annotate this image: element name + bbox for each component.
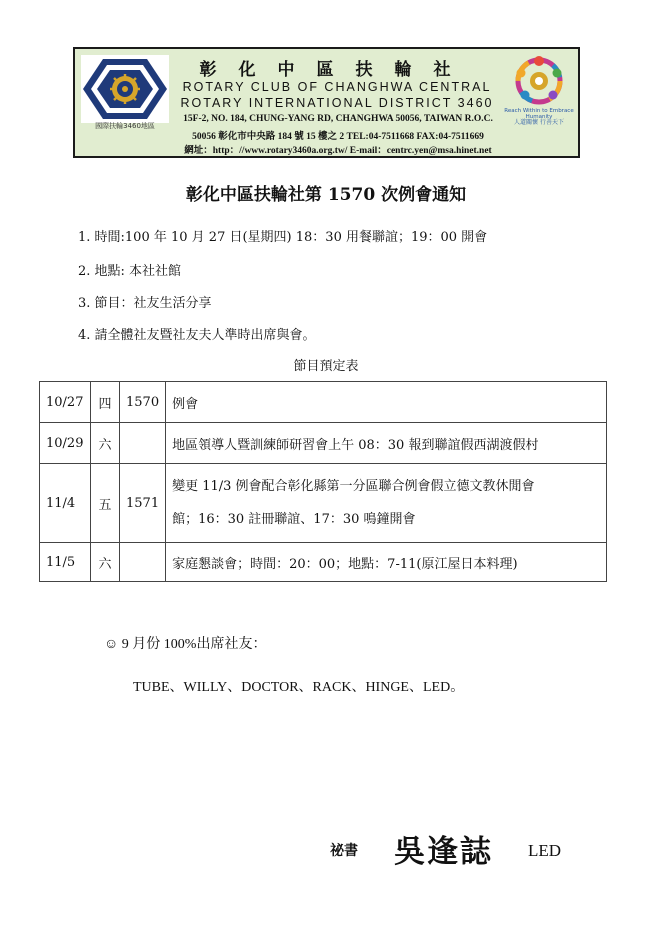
address-zh: 50056 彰化市中央路 184 號 15 樓之 2 TEL:04-7511668 FAX:04-7511669 bbox=[192, 132, 484, 142]
emblem-caption: 國際扶輪3460地區 bbox=[95, 122, 155, 130]
rotary-emblem-icon bbox=[81, 55, 169, 123]
notice-item-attendance: 4. 請全體社友暨社友夫人準時出席與會。 bbox=[78, 328, 316, 343]
table-row bbox=[40, 543, 607, 582]
club-name-en: ROTARY CLUB OF CHANGHWA CENTRAL bbox=[182, 80, 492, 94]
cell-weekday: 五 bbox=[91, 464, 120, 543]
secretary-name: 吳逢誌 bbox=[394, 834, 493, 870]
table-row bbox=[40, 464, 607, 543]
cell-weekday: 四 bbox=[91, 382, 120, 423]
cell-description bbox=[166, 464, 607, 543]
cell-weekday: 六 bbox=[91, 423, 120, 464]
secretary-role: 祕書 bbox=[330, 843, 358, 859]
letterhead bbox=[73, 47, 580, 158]
description-line: 館；16：30 註冊聯誼、17：30 鳴鐘開會 bbox=[172, 512, 416, 527]
cell-weekday: 六 bbox=[91, 543, 120, 582]
schedule-table bbox=[39, 381, 607, 582]
notice-item-place: 2. 地點: 本社社館 bbox=[78, 264, 182, 279]
notice-title: 彰化中區扶輪社第 1570 次例會通知 bbox=[185, 185, 467, 205]
cell-date: 10/27 bbox=[40, 382, 91, 423]
notice-item-time: 1. 時間:100 年 10 月 27 日(星期四) 18：30 用餐聯誼；19：00 開會 bbox=[78, 230, 488, 245]
cell-meeting-no bbox=[120, 423, 166, 464]
cell-date: 11/5 bbox=[40, 543, 91, 582]
cell-date: 10/29 bbox=[40, 423, 91, 464]
theme-caption-en: Reach Within to Embrace Humanity bbox=[504, 108, 574, 120]
theme-logo-icon bbox=[505, 53, 573, 108]
cell-date: 11/4 bbox=[40, 464, 91, 543]
attendance-names: TUBE、WILLY、DOCTOR、RACK、HINGE、LED。 bbox=[133, 680, 465, 695]
cell-meeting-no: 1570 bbox=[120, 382, 166, 423]
cell-description: 地區領導人暨訓練師研習會上午 08：30 報到聯誼假西湖渡假村 bbox=[166, 423, 607, 464]
theme-caption-zh: 人道關懷 行善天下 bbox=[514, 119, 564, 126]
cell-description: 家庭懇談會；時間：20：00；地點：7-11(原江屋日本料理) bbox=[166, 543, 607, 582]
secretary-nickname: LED bbox=[528, 841, 562, 860]
cell-meeting-no: 1571 bbox=[120, 464, 166, 543]
web-email: 網址：http：//www.rotary3460a.org.tw/ E-mail：centrc.yen@msa.hinet.net bbox=[184, 146, 492, 156]
address-en: 15F-2, NO. 184, CHUNG-YANG RD, CHANGHWA 50056, TAIWAN R.O.C. bbox=[183, 114, 493, 124]
cell-meeting-no bbox=[120, 543, 166, 582]
schedule-title: 節目預定表 bbox=[293, 359, 359, 374]
description-line: 變更 11/3 例會配合彰化縣第一分區聯合例會假立德文教休閒會 bbox=[172, 479, 535, 494]
table-row bbox=[40, 382, 607, 423]
notice-item-program: 3. 節目：社友生活分享 bbox=[78, 296, 212, 311]
table-row bbox=[40, 423, 607, 464]
attendance-label: ☺ 9 月份 100%出席社友： bbox=[104, 637, 267, 652]
district-name-en: ROTARY INTERNATIONAL DISTRICT 3460 bbox=[180, 96, 494, 110]
club-name: 彰化中區扶輪社 bbox=[199, 60, 473, 80]
cell-description: 例會 bbox=[166, 382, 607, 423]
